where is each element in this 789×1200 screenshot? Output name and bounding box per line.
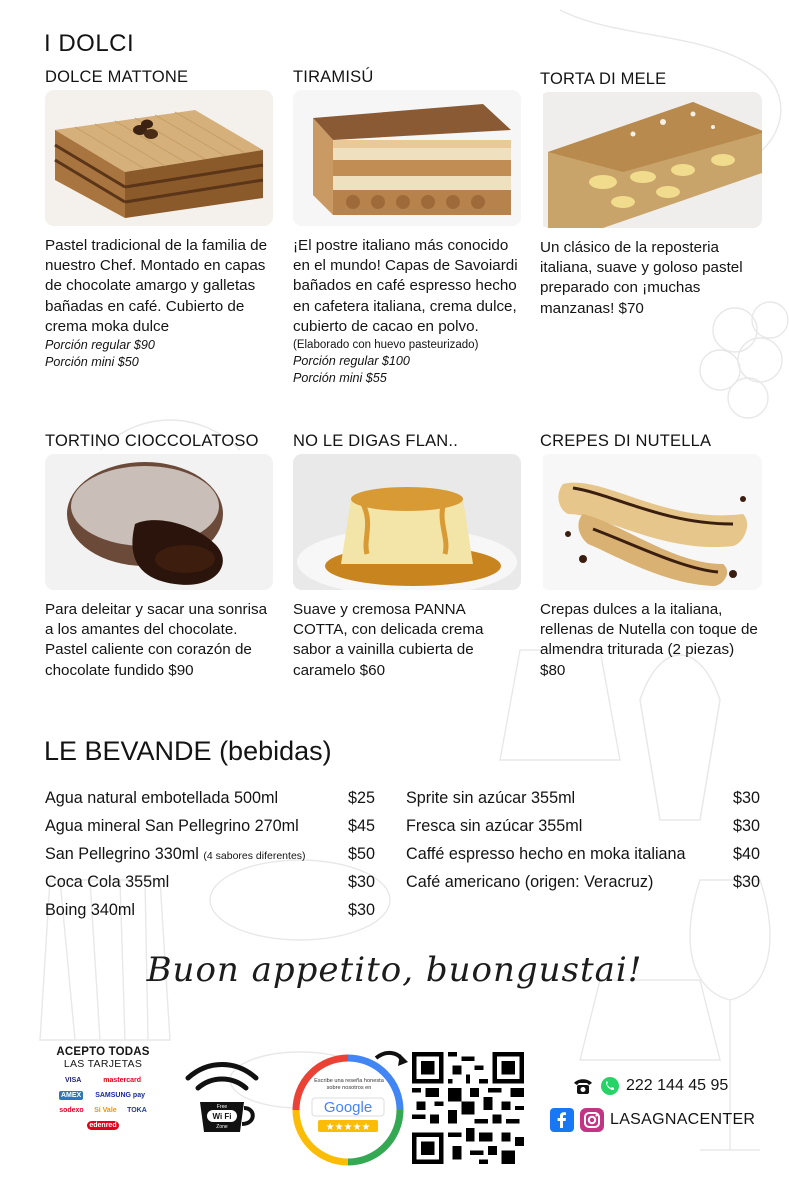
beverage-price: $30: [347, 900, 375, 919]
beverage-price: $30: [732, 788, 760, 807]
dessert-card-crepes-di-nutella: [540, 432, 762, 681]
qr-code-icon[interactable]: [412, 1052, 524, 1164]
dessert-image-tortino: [45, 454, 273, 590]
dessert-name: TORTINO CIOCCOLATOSO: [45, 432, 259, 450]
facebook-icon: [550, 1108, 574, 1132]
wifi-zone-text: Zone: [216, 1124, 228, 1130]
dessert-name: DOLCE MATTONE: [45, 68, 189, 86]
social-handle: LASAGNACENTER: [610, 1111, 756, 1128]
beverage-row: [45, 896, 375, 924]
phone-number: 222 144 45 95: [626, 1077, 729, 1094]
whatsapp-icon: [600, 1076, 620, 1096]
beverage-name: Fresca sin azúcar 355ml: [406, 816, 583, 835]
dessert-price-regular: Porción regular $90: [45, 338, 155, 353]
dessert-image-tiramisu: [293, 90, 521, 226]
beverage-name: Agua mineral San Pellegrino 270ml: [45, 816, 299, 835]
dessert-name: TORTA DI MELE: [540, 70, 667, 88]
dessert-name: NO LE DIGAS FLAN..: [293, 432, 458, 450]
dolci-section-title: I DOLCI: [44, 30, 135, 57]
dessert-price-mini: Porción mini $55: [293, 371, 387, 386]
visa-logo: VISA: [64, 1077, 82, 1084]
beverage-name: Coca Cola 355ml: [45, 872, 170, 891]
wifi-label: Wi Fi: [212, 1112, 232, 1121]
dessert-price-regular: Porción regular $100: [293, 354, 410, 369]
beverage-name: San Pellegrino 330ml: [45, 844, 199, 863]
dessert-description: ¡El postre italiano más conocido en el mundo! Capas de Savoiardi bañados en café espresso hecho en cafetera italiana, crema dulce, cubierto de cacao en polvo.: [293, 237, 518, 335]
dessert-name: TIRAMISÚ: [293, 68, 374, 86]
dessert-card-tortino-cioccolatoso: [45, 432, 273, 681]
telephone-icon: [572, 1077, 594, 1095]
google-review-text: Escribe una reseña honesta sobre nosotros en: [314, 1078, 384, 1091]
beverage-list-left: [45, 784, 375, 924]
beverage-list-right: [406, 784, 760, 896]
accepted-cards-box: [50, 1046, 156, 1150]
dessert-note: (Elaborado con huevo pasteurizado): [293, 339, 479, 352]
dessert-image-torta-di-mele: [540, 92, 762, 228]
si-vale-logo: Sí Vale: [94, 1107, 117, 1114]
card-logos: [50, 1070, 156, 1130]
toka-logo: TOKA: [127, 1107, 147, 1114]
beverage-price: $50: [347, 844, 375, 863]
dessert-card-dolce-mattone: [45, 68, 273, 371]
beverage-name: Café americano (origen: Veracruz): [406, 872, 654, 891]
dessert-card-torta-di-mele: [540, 70, 762, 319]
dessert-price-mini: Porción mini $50: [45, 355, 139, 370]
beverage-price: $30: [347, 872, 375, 891]
rating-stars-icon: ★★★★★: [325, 1122, 371, 1133]
google-label: Google: [323, 1099, 373, 1116]
beverage-note: (4 sabores diferentes): [203, 849, 306, 862]
beverage-row: [406, 812, 760, 840]
dessert-image-crepes: [540, 454, 762, 590]
instagram-icon: [580, 1108, 604, 1132]
beverage-row: [406, 868, 760, 896]
beverage-name: Sprite sin azúcar 355ml: [406, 788, 576, 807]
edenred-logo: edenred: [89, 1122, 117, 1129]
dessert-image-panna-cotta: [293, 454, 521, 590]
dessert-card-tiramisu: [293, 68, 521, 387]
phone-contact[interactable]: [572, 1076, 728, 1096]
amex-logo: AMEX: [60, 1092, 82, 1099]
dessert-description: Crepas dulces a la italiana, rellenas de Nutella con toque de almendra triturada (2 piezas) $80: [540, 601, 758, 679]
beverage-price: $30: [732, 816, 760, 835]
beverage-row: [406, 840, 760, 868]
signoff-text: Buon appetito, buongustai!: [146, 950, 643, 990]
beverage-row: [45, 812, 375, 840]
wifi-icon: [182, 1058, 262, 1138]
beverage-price: $40: [732, 844, 760, 863]
beverage-price: $45: [347, 816, 375, 835]
beverage-row: [45, 784, 375, 812]
google-review-badge[interactable]: [290, 1050, 408, 1168]
beverage-name: Boing 340ml: [45, 900, 135, 919]
dessert-image-dolce-mattone: [45, 90, 273, 226]
beverage-price: $30: [732, 872, 760, 891]
accepted-cards-title: ACEPTO TODAS: [56, 1046, 150, 1058]
dessert-description: Para deleitar y sacar una sonrisa a los amantes del chocolate. Pastel caliente con corazón de chocolate fundido $90: [45, 601, 268, 679]
accepted-cards-subtitle: LAS TARJETAS: [63, 1058, 143, 1070]
samsung-pay-logo: SAMSUNG pay: [95, 1092, 145, 1099]
beverage-price: $25: [347, 788, 375, 807]
dessert-description: Un clásico de la reposteria italiana, suave y goloso pastel preparado con ¡muchas manzanas! $70: [540, 239, 743, 317]
sodexo-logo: sodexo: [59, 1107, 84, 1114]
mastercard-logo: mastercard: [103, 1077, 142, 1084]
dessert-description: Suave y cremosa PANNA COTTA, con delicada crema sabor a vainilla cubierta de caramelo $60: [293, 601, 484, 679]
bevande-section-title: LE BEVANDE (bebidas): [44, 736, 332, 766]
social-contact[interactable]: [550, 1108, 755, 1132]
dessert-card-panna-cotta: [293, 432, 521, 681]
wifi-free-text: Free: [216, 1104, 228, 1110]
beverage-name: Caffé espresso hecho en moka italiana: [406, 844, 686, 863]
dessert-description: Pastel tradicional de la familia de nuestro Chef. Montado en capas de chocolate amargo y galletas bañadas en café. Cubierto de crema moka dulce: [45, 237, 268, 335]
beverage-row: [45, 868, 375, 896]
beverage-row: [45, 840, 375, 868]
beverage-name: Agua natural embotellada 500ml: [45, 788, 279, 807]
dessert-name: CREPES DI NUTELLA: [540, 432, 712, 450]
beverage-row: [406, 784, 760, 812]
